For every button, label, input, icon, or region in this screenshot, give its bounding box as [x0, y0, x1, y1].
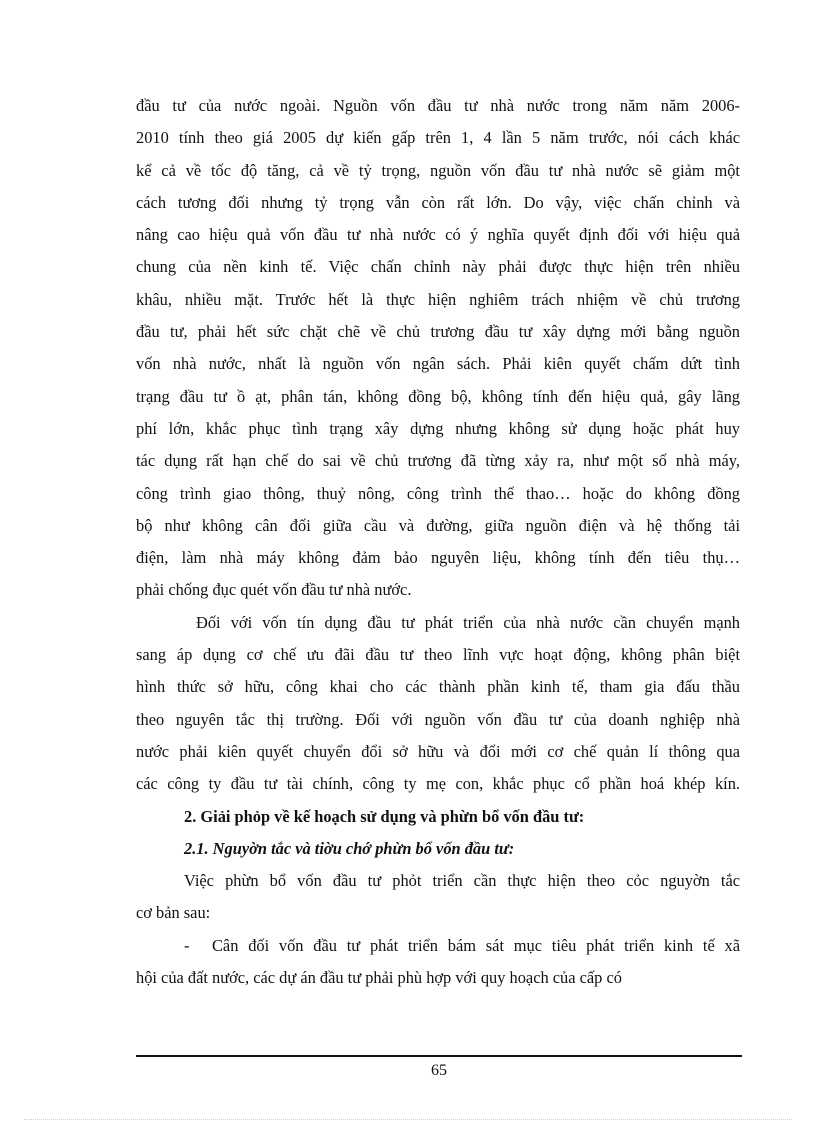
paragraph-allocation-principles: [136, 865, 740, 930]
bullet-marker: -: [184, 935, 190, 955]
text-line: chung của nền kinh tế. Việc chấn chỉnh này phải được thực hiện trên nhiều: [136, 257, 740, 277]
text-line: hình thức sở hữu, công khai cho các thành phần kinh tế, tham gia đấu thầu: [136, 677, 740, 697]
text-line: phí lớn, khắc phục tình trạng xây dựng nhưng không sử dụng hoặc phát huy: [136, 418, 740, 438]
page-edge-divider: [24, 1119, 792, 1120]
text-line: Đối với vốn tín dụng đầu tư phát triển của nhà nước cần chuyển mạnh: [196, 612, 740, 632]
text-line: nâng cao hiệu quả vốn đầu tư nhà nước có ý nghĩa quyết định đối với hiệu quả: [136, 225, 740, 245]
text-line: Cân đối vốn đầu tư phát triển bám sát mục tiêu phát triển kinh tế xã: [212, 935, 740, 955]
text-line: đầu tư, phải hết sức chặt chẽ về chủ trương đầu tư xây dựng mới bằng nguồn: [136, 322, 740, 342]
paragraph-investment-state-capital: [136, 90, 740, 607]
text-line: vốn nhà nước, nhất là nguồn vốn ngân sách. Phải kiên quyết chấm dứt tình: [136, 354, 740, 374]
text-line: công trình giao thông, thuỷ nông, công trình thể thao… hoặc do không đồng: [136, 483, 740, 503]
text-line: sang áp dụng cơ chế ưu đãi đầu tư theo lĩnh vực hoạt động, không phân biệt: [136, 645, 740, 665]
footer-rule: [136, 1055, 742, 1057]
text-line: bộ như không cân đối giữa cầu và đường, giữa nguồn điện và hệ thống tải: [136, 515, 740, 535]
text-line: điện, làm nhà máy không đảm bảo nguyên liệu, không tính đến tiêu thụ…: [136, 548, 740, 568]
text-line: khâu, nhiều mặt. Trước hết là thực hiện nghiêm trách nhiệm về chủ trương: [136, 289, 740, 309]
text-line: các công ty đầu tư tài chính, công ty mẹ con, khắc phục cổ phần hoá khép kín.: [136, 774, 740, 794]
page-number: 65: [431, 1062, 447, 1079]
subsection-heading: 2.1. Nguyờn tắc và tiờu chớ phừn bổ vốn đầu tư:: [184, 838, 515, 858]
bullet-item: [136, 930, 740, 995]
text-line: 2010 tính theo giá 2005 dự kiến gấp trên 1, 4 lần 5 năm trước, nói cách khác: [136, 128, 740, 148]
text-line: hội của đất nước, các dự án đầu tư phải phù hợp với quy hoạch của cấp có: [136, 968, 622, 988]
section-heading: 2. Giải phỏp về kế hoạch sử dụng và phừn bổ vốn đầu tư:: [184, 806, 585, 826]
text-line: cơ bản sau:: [136, 903, 211, 923]
paragraph-credit-capital: [136, 607, 740, 801]
text-line: nước phải kiên quyết chuyển đổi sở hữu và đổi mới cơ chế quản lí thông qua: [136, 741, 740, 761]
text-line: đầu tư của nước ngoài. Nguồn vốn đầu tư nhà nước trong năm năm 2006-: [136, 96, 740, 115]
text-line: Việc phừn bổ vốn đầu tư phỏt triển cần thực hiện theo cỏc nguyờn tắc: [184, 871, 740, 891]
text-line: cách tương đối nhưng tỷ trọng vẫn còn rất lớn. Do vậy, việc chấn chỉnh và: [136, 192, 740, 212]
text-line: tác dụng rất hạn chế do sai về chủ trương đã từng xảy ra, như một số nhà máy,: [136, 451, 740, 471]
text-line: kể cả về tốc độ tăng, cả về tỷ trọng, nguồn vốn đầu tư nhà nước sẽ giảm một: [136, 160, 740, 180]
bullet-line: [136, 930, 740, 962]
page-body: [136, 90, 740, 994]
text-line: phải chống đục quét vốn đầu tư nhà nước.: [136, 580, 412, 600]
text-line: theo nguyên tắc thị trường. Đối với nguồn vốn đầu tư của doanh nghiệp nhà: [136, 709, 740, 729]
text-line: trạng đầu tư ồ ạt, phân tán, không đồng bộ, không tính đến hiệu quả, gây lãng: [136, 386, 740, 406]
